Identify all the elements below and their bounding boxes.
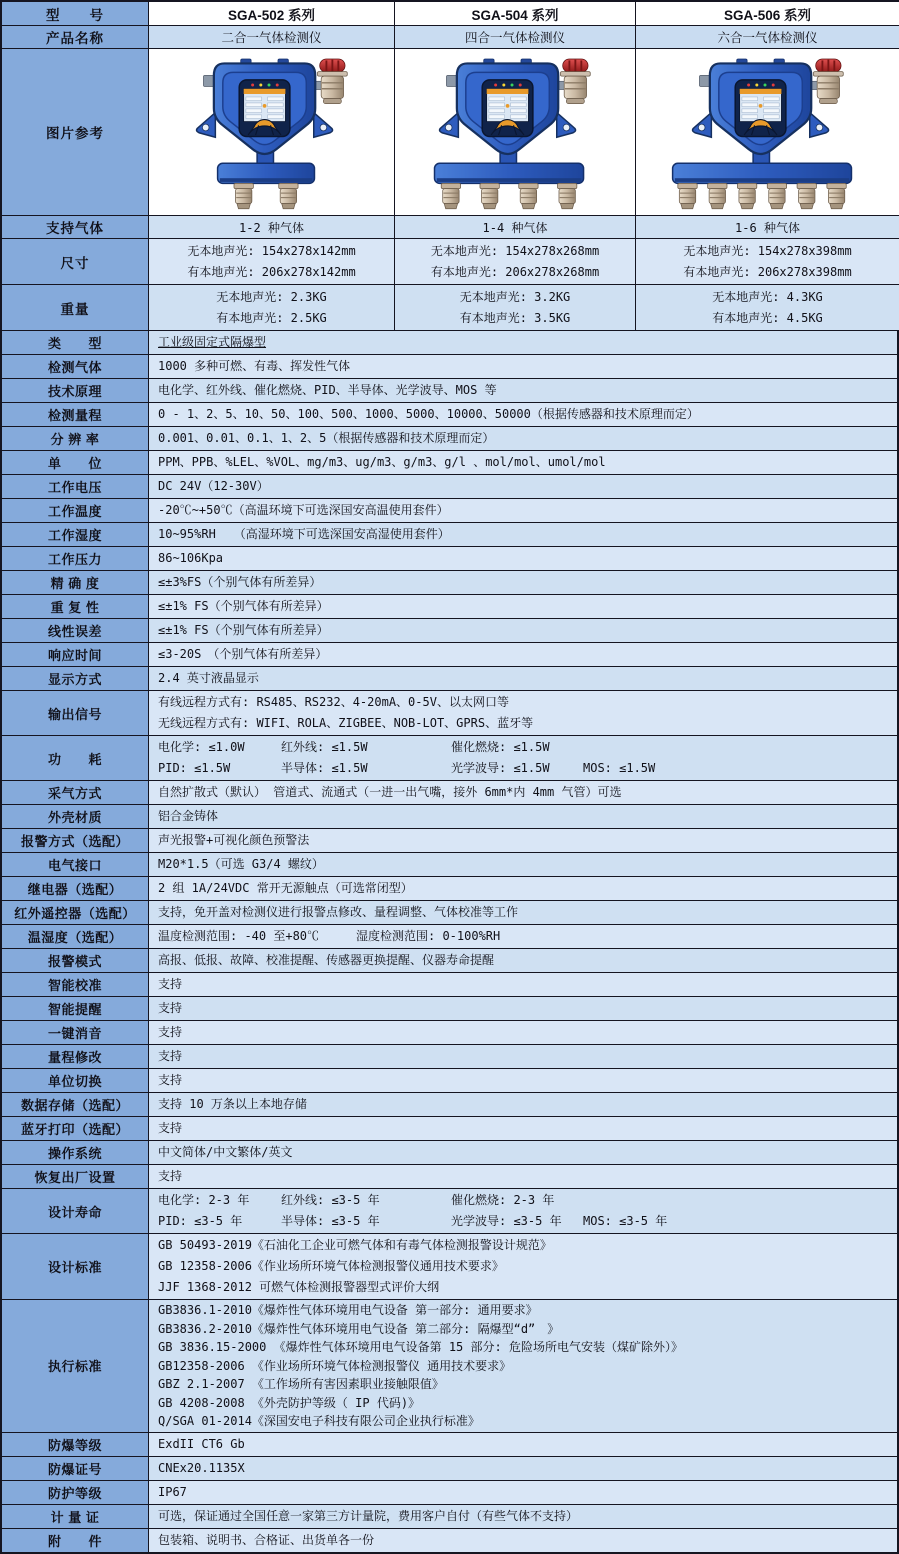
- spec-label: 电气接口: [2, 853, 148, 876]
- spec-value: [148, 355, 897, 378]
- spec-row: [2, 1299, 897, 1432]
- spec-value-line: [158, 1190, 897, 1211]
- spec-label: 计 量 证: [2, 1505, 148, 1528]
- spec-value-line: ≤3-20S （个别气体有所差异）: [158, 647, 328, 661]
- spec-value-line: 中文简体/中文繁体/英文: [158, 1145, 293, 1159]
- spec-value-segment: 催化燃烧: ≤1.5W: [451, 740, 550, 754]
- spec-value: [148, 1481, 897, 1504]
- spec-value-segment: MOS: ≤3-5 年: [583, 1214, 668, 1228]
- weight-502: [148, 285, 394, 330]
- size-label: 尺寸: [2, 239, 148, 284]
- spec-row: [2, 972, 897, 996]
- spec-value-line: 工业级固定式隔爆型: [158, 335, 267, 349]
- spec-value-line: 10~95%RH （高湿环境下可选深国安高湿使用套件）: [158, 527, 450, 541]
- spec-value: [148, 1045, 897, 1068]
- spec-row: [2, 450, 897, 474]
- spec-value: [148, 973, 897, 996]
- spec-label: 设计寿命: [2, 1189, 148, 1233]
- spec-value-line: 支持: [158, 977, 183, 991]
- spec-value-line: 86~106Kpa: [158, 551, 224, 565]
- gas-502: 1-2 种气体: [148, 216, 394, 238]
- spec-row: [2, 1092, 897, 1116]
- product-image-506: [635, 49, 899, 215]
- spec-label: 输出信号: [2, 691, 148, 735]
- spec-label: 红外遥控器（选配）: [2, 901, 148, 924]
- spec-label: 功 耗: [2, 736, 148, 780]
- spec-value: [148, 1165, 897, 1188]
- spec-value: [148, 1457, 897, 1480]
- spec-value: [148, 331, 897, 354]
- spec-label: 智能校准: [2, 973, 148, 996]
- spec-label: 工作温度: [2, 499, 148, 522]
- spec-row: [2, 1528, 897, 1552]
- spec-row: [2, 780, 897, 804]
- spec-value: [148, 1189, 897, 1233]
- spec-row: [2, 828, 897, 852]
- spec-label: 设计标准: [2, 1234, 148, 1299]
- spec-row: [2, 1480, 897, 1504]
- spec-value: [148, 379, 897, 402]
- product-name-row: [2, 25, 897, 48]
- spec-value-line: [158, 758, 897, 779]
- spec-value: [148, 997, 897, 1020]
- spec-value-line: 支持: [158, 1121, 183, 1135]
- model-sga-502: SGA-502 系列: [148, 2, 394, 25]
- product-name-label: 产品名称: [2, 26, 148, 48]
- spec-value-line: 2.4 英寸液晶显示: [158, 671, 259, 685]
- spec-row: [2, 1233, 897, 1299]
- spec-label: 报警方式（选配）: [2, 829, 148, 852]
- spec-label: 防爆证号: [2, 1457, 148, 1480]
- spec-value-line: M20*1.5（可选 G3/4 螺纹）: [158, 857, 324, 871]
- spec-row: [2, 996, 897, 1020]
- spec-value-segment: PID: ≤3-5 年: [158, 1214, 243, 1228]
- spec-value-line: 支持，免开盖对检测仪进行报警点修改、量程调整、气体校准等工作: [158, 905, 519, 919]
- product-name-502: 二合一气体检测仪: [148, 26, 394, 48]
- weight-label: 重量: [2, 285, 148, 330]
- spec-value-line: GB 3836.15-2000 《爆炸性气体环境用电气设备第 15 部分: 危险场所电气安装（煤矿除外）》: [158, 1340, 683, 1354]
- spec-row: [2, 666, 897, 690]
- gas-detector-illustration: [648, 53, 888, 211]
- spec-value-line: [158, 926, 897, 947]
- spec-label: 检测气体: [2, 355, 148, 378]
- spec-value: [148, 1021, 897, 1044]
- spec-label: 精 确 度: [2, 571, 148, 594]
- spec-label: 响应时间: [2, 643, 148, 666]
- spec-value-line: 声光报警+可视化颜色预警法: [158, 833, 310, 847]
- spec-value: [148, 1093, 897, 1116]
- gas-row: [2, 215, 897, 238]
- spec-row: [2, 642, 897, 666]
- spec-label: 线性误差: [2, 619, 148, 642]
- spec-value-segment: 半导体: ≤1.5W: [281, 761, 368, 775]
- spec-value: [148, 523, 897, 546]
- spec-row: [2, 852, 897, 876]
- spec-value-line: GB 50493-2019《石油化工企业可燃气体和有毒气体检测报警设计规范》: [158, 1238, 552, 1252]
- model-sga-504: SGA-504 系列: [394, 2, 635, 25]
- spec-value-line: DC 24V（12-30V）: [158, 479, 269, 493]
- gas-504: 1-4 种气体: [394, 216, 635, 238]
- spec-row: [2, 948, 897, 972]
- spec-label: 单 位: [2, 451, 148, 474]
- spec-value: [148, 667, 897, 690]
- spec-value-line: GB3836.2-2010《爆炸性气体环境用电气设备 第二部分: 隔爆型“d” 》: [158, 1321, 560, 1336]
- spec-label: 防护等级: [2, 1481, 148, 1504]
- size-506-with-alarm: 有本地声光: 206x278x398mm: [683, 264, 852, 279]
- size-502-no-alarm: 无本地声光: 154x278x142mm: [187, 243, 356, 258]
- spec-value-segment: 温度检测范围: -40 至+80℃: [158, 929, 320, 943]
- spec-row: [2, 402, 897, 426]
- spec-value-line: ≤±1% FS（个别气体有所差异）: [158, 623, 329, 637]
- spec-row: [2, 924, 897, 948]
- spec-value-line: 2 组 1A/24VDC 常开无源触点（可选常闭型）: [158, 881, 413, 895]
- spec-label: 附 件: [2, 1529, 148, 1552]
- weight-row: [2, 284, 897, 330]
- spec-value-line: GB 4208-2008 《外壳防护等级（ IP 代码)》: [158, 1395, 421, 1410]
- product-name-506: 六合一气体检测仪: [635, 26, 899, 48]
- spec-value: [148, 403, 897, 426]
- spec-label: 防爆等级: [2, 1433, 148, 1456]
- spec-row: [2, 1140, 897, 1164]
- spec-value-line: GB3836.1-2010《爆炸性气体环境用电气设备 第一部分: 通用要求》: [158, 1303, 538, 1317]
- spec-value-segment: 催化燃烧: 2-3 年: [451, 1193, 555, 1207]
- spec-value: [148, 499, 897, 522]
- spec-value: [148, 901, 897, 924]
- spec-value: [148, 1505, 897, 1528]
- size-506-no-alarm: 无本地声光: 154x278x398mm: [683, 243, 852, 258]
- spec-value-line: 支持: [158, 1025, 183, 1039]
- spec-row: [2, 546, 897, 570]
- spec-value-line: 有线远程方式有: RS485、RS232、4-20mA、0-5V、以太网口等: [158, 695, 509, 709]
- gas-label: 支持气体: [2, 216, 148, 238]
- spec-value-line: GB12358-2006 《作业场所环境气体检测报警仪 通用技术要求》: [158, 1358, 512, 1373]
- spec-label: 一键消音: [2, 1021, 148, 1044]
- spec-row: [2, 900, 897, 924]
- spec-label: 数据存储（选配）: [2, 1093, 148, 1116]
- spec-value: [148, 1529, 897, 1552]
- gas-506: 1-6 种气体: [635, 216, 899, 238]
- spec-label: 分 辨 率: [2, 427, 148, 450]
- spec-label: 量程修改: [2, 1045, 148, 1068]
- size-504: [394, 239, 635, 284]
- spec-value: [148, 1117, 897, 1140]
- spec-value-segment: 电化学: ≤1.0W: [158, 740, 245, 754]
- spec-label: 工作湿度: [2, 523, 148, 546]
- spec-row: [2, 354, 897, 378]
- spec-value: [148, 547, 897, 570]
- weight-502-with-alarm: 有本地声光: 2.5KG: [216, 310, 327, 325]
- spec-value-line: 高报、低报、故障、校准提醒、传感器更换提醒、仪器寿命提醒: [158, 953, 495, 967]
- spec-row: [2, 426, 897, 450]
- spec-value: [148, 475, 897, 498]
- product-image-504: [394, 49, 635, 215]
- model-sga-506: SGA-506 系列: [635, 2, 899, 25]
- spec-label: 报警模式: [2, 949, 148, 972]
- spec-value: [148, 619, 897, 642]
- spec-row: [2, 1432, 897, 1456]
- spec-value: [148, 1069, 897, 1092]
- gas-detector-illustration: [395, 53, 635, 211]
- model-row: [2, 2, 897, 25]
- spec-value: [148, 595, 897, 618]
- spec-row: [2, 1020, 897, 1044]
- spec-label: 外壳材质: [2, 805, 148, 828]
- spec-value: [148, 691, 897, 735]
- spec-value-line: Q/SGA 01-2014《深国安电子科技有限公司企业执行标准》: [158, 1414, 480, 1428]
- spec-label: 工作电压: [2, 475, 148, 498]
- spec-value-line: PPM、PPB、%LEL、%VOL、mg/m3、ug/m3、g/m3、g/l 、mol/mol、umol/mol: [158, 455, 606, 469]
- spec-value-line: 支持: [158, 1049, 183, 1063]
- spec-value: [148, 949, 897, 972]
- spec-value-line: 支持 10 万条以上本地存储: [158, 1097, 307, 1111]
- spec-value-segment: 光学波导: ≤3-5 年: [451, 1214, 562, 1228]
- spec-value-segment: PID: ≤1.5W: [158, 761, 231, 775]
- spec-value: [148, 829, 897, 852]
- spec-value-line: JJF 1368-2012 可燃气体检测报警器型式评价大纲: [158, 1280, 440, 1294]
- spec-row: [2, 330, 897, 354]
- image-row: [2, 48, 897, 215]
- size-502-with-alarm: 有本地声光: 206x278x142mm: [187, 264, 356, 279]
- spec-row: [2, 1504, 897, 1528]
- spec-value-segment: 半导体: ≤3-5 年: [281, 1214, 380, 1228]
- spec-value-segment: 红外线: ≤1.5W: [281, 740, 368, 754]
- spec-label: 恢复出厂设置: [2, 1165, 148, 1188]
- spec-label: 检测量程: [2, 403, 148, 426]
- gas-detector-illustration: [152, 53, 392, 211]
- spec-label: 操作系统: [2, 1141, 148, 1164]
- image-label: 图片参考: [2, 49, 148, 215]
- spec-value-line: -20℃~+50℃（高温环境下可选深国安高温使用套件）: [158, 503, 449, 517]
- weight-504-no-alarm: 无本地声光: 3.2KG: [459, 289, 571, 304]
- spec-value-line: 1000 多种可燃、有毒、挥发性气体: [158, 359, 351, 373]
- spec-label: 继电器（选配）: [2, 877, 148, 900]
- spec-value-segment: 红外线: ≤3-5 年: [281, 1193, 380, 1207]
- spec-value-line: 0.001、0.01、0.1、1、2、5（根据传感器和技术原理而定）: [158, 431, 495, 445]
- size-504-with-alarm: 有本地声光: 206x278x268mm: [430, 264, 600, 279]
- spec-row: [2, 378, 897, 402]
- spec-row: [2, 876, 897, 900]
- spec-row: [2, 735, 897, 780]
- spec-value-line: 0 - 1、2、5、10、50、100、500、1000、5000、10000、50000（根据传感器和技术原理而定）: [158, 407, 699, 421]
- spec-value-line: ExdII CT6 Gb: [158, 1436, 245, 1451]
- spec-row: [2, 1116, 897, 1140]
- weight-506: [635, 285, 899, 330]
- spec-value: [148, 1300, 897, 1432]
- spec-value: [148, 643, 897, 666]
- spec-value-line: 支持: [158, 1073, 183, 1087]
- spec-row: [2, 498, 897, 522]
- spec-value-segment: 光学波导: ≤1.5W: [451, 761, 550, 775]
- spec-value: [148, 781, 897, 804]
- weight-506-with-alarm: 有本地声光: 4.5KG: [712, 310, 823, 325]
- spec-row: [2, 690, 897, 735]
- spec-label: 技术原理: [2, 379, 148, 402]
- spec-value-line: CNEx20.1135X: [158, 1460, 245, 1475]
- spec-value: [148, 853, 897, 876]
- spec-label: 单位切换: [2, 1069, 148, 1092]
- spec-value-line: 可选，保证通过全国任意一家第三方计量院，费用客户自付（有些气体不支持）: [158, 1508, 579, 1523]
- spec-row: [2, 522, 897, 546]
- spec-value: [148, 1141, 897, 1164]
- spec-label: 类 型: [2, 331, 148, 354]
- spec-value: [148, 1234, 897, 1299]
- spec-row: [2, 1456, 897, 1480]
- spec-label: 执行标准: [2, 1300, 148, 1432]
- size-502: [148, 239, 394, 284]
- spec-value-line: 支持: [158, 1169, 183, 1183]
- product-name-504: 四合一气体检测仪: [394, 26, 635, 48]
- weight-506-no-alarm: 无本地声光: 4.3KG: [712, 289, 823, 304]
- spec-rows-container: [2, 330, 897, 1552]
- spec-value-segment: MOS: ≤1.5W: [583, 761, 656, 775]
- spec-label: 工作压力: [2, 547, 148, 570]
- model-label: 型 号: [2, 2, 148, 25]
- spec-value-line: 支持: [158, 1001, 183, 1015]
- spec-row: [2, 618, 897, 642]
- spec-value-line: ≤±1% FS（个别气体有所差异）: [158, 599, 329, 613]
- spec-value: [148, 427, 897, 450]
- spec-value: [148, 736, 897, 780]
- spec-value: [148, 571, 897, 594]
- spec-value-segment: 电化学: 2-3 年: [158, 1193, 250, 1207]
- spec-row: [2, 804, 897, 828]
- spec-value-line: IP67: [158, 1484, 187, 1499]
- spec-value-line: ≤±3%FS（个别气体有所差异）: [158, 575, 322, 589]
- spec-value: [148, 451, 897, 474]
- size-506: [635, 239, 899, 284]
- spec-value: [148, 925, 897, 948]
- spec-value-line: 包装箱、说明书、合格证、出货单各一份: [158, 1532, 375, 1547]
- spec-label: 蓝牙打印（选配）: [2, 1117, 148, 1140]
- weight-504-with-alarm: 有本地声光: 3.5KG: [459, 310, 571, 325]
- spec-value: [148, 877, 897, 900]
- spec-value-line: 电化学、红外线、催化燃烧、PID、半导体、光学波导、MOS 等: [158, 383, 497, 397]
- spec-value-line: GB 12358-2006《作业场所环境气体检测报警仪通用技术要求》: [158, 1259, 504, 1273]
- spec-value-segment: 湿度检测范围: 0-100%RH: [356, 929, 501, 943]
- spec-row: [2, 594, 897, 618]
- spec-label: 重 复 性: [2, 595, 148, 618]
- spec-row: [2, 1044, 897, 1068]
- size-504-no-alarm: 无本地声光: 154x278x268mm: [430, 243, 600, 258]
- product-image-502: [148, 49, 394, 215]
- weight-504: [394, 285, 635, 330]
- spec-row: [2, 474, 897, 498]
- weight-502-no-alarm: 无本地声光: 2.3KG: [216, 289, 327, 304]
- spec-value-line: [158, 737, 897, 758]
- spec-row: [2, 570, 897, 594]
- spec-row: [2, 1164, 897, 1188]
- spec-value-line: 铝合金铸体: [158, 809, 219, 823]
- spec-value-line: GBZ 2.1-2007 《工作场所有害因素职业接触限值》: [158, 1377, 444, 1391]
- spec-value: [148, 1433, 897, 1456]
- spec-row: [2, 1188, 897, 1233]
- size-row: [2, 238, 897, 284]
- spec-label: 温湿度（选配）: [2, 925, 148, 948]
- spec-value-line: [158, 1211, 897, 1232]
- spec-label: 显示方式: [2, 667, 148, 690]
- spec-label: 智能提醒: [2, 997, 148, 1020]
- spec-value: [148, 805, 897, 828]
- spec-value-line: 无线远程方式有: WIFI、ROLA、ZIGBEE、NOB-LOT、GPRS、蓝牙等: [158, 716, 534, 730]
- spec-value-line: 自然扩散式（默认） 管道式、流通式（一进一出气嘴，接外 6mm*内 4mm 气管）可选: [158, 785, 622, 799]
- spec-row: [2, 1068, 897, 1092]
- spec-label: 采气方式: [2, 781, 148, 804]
